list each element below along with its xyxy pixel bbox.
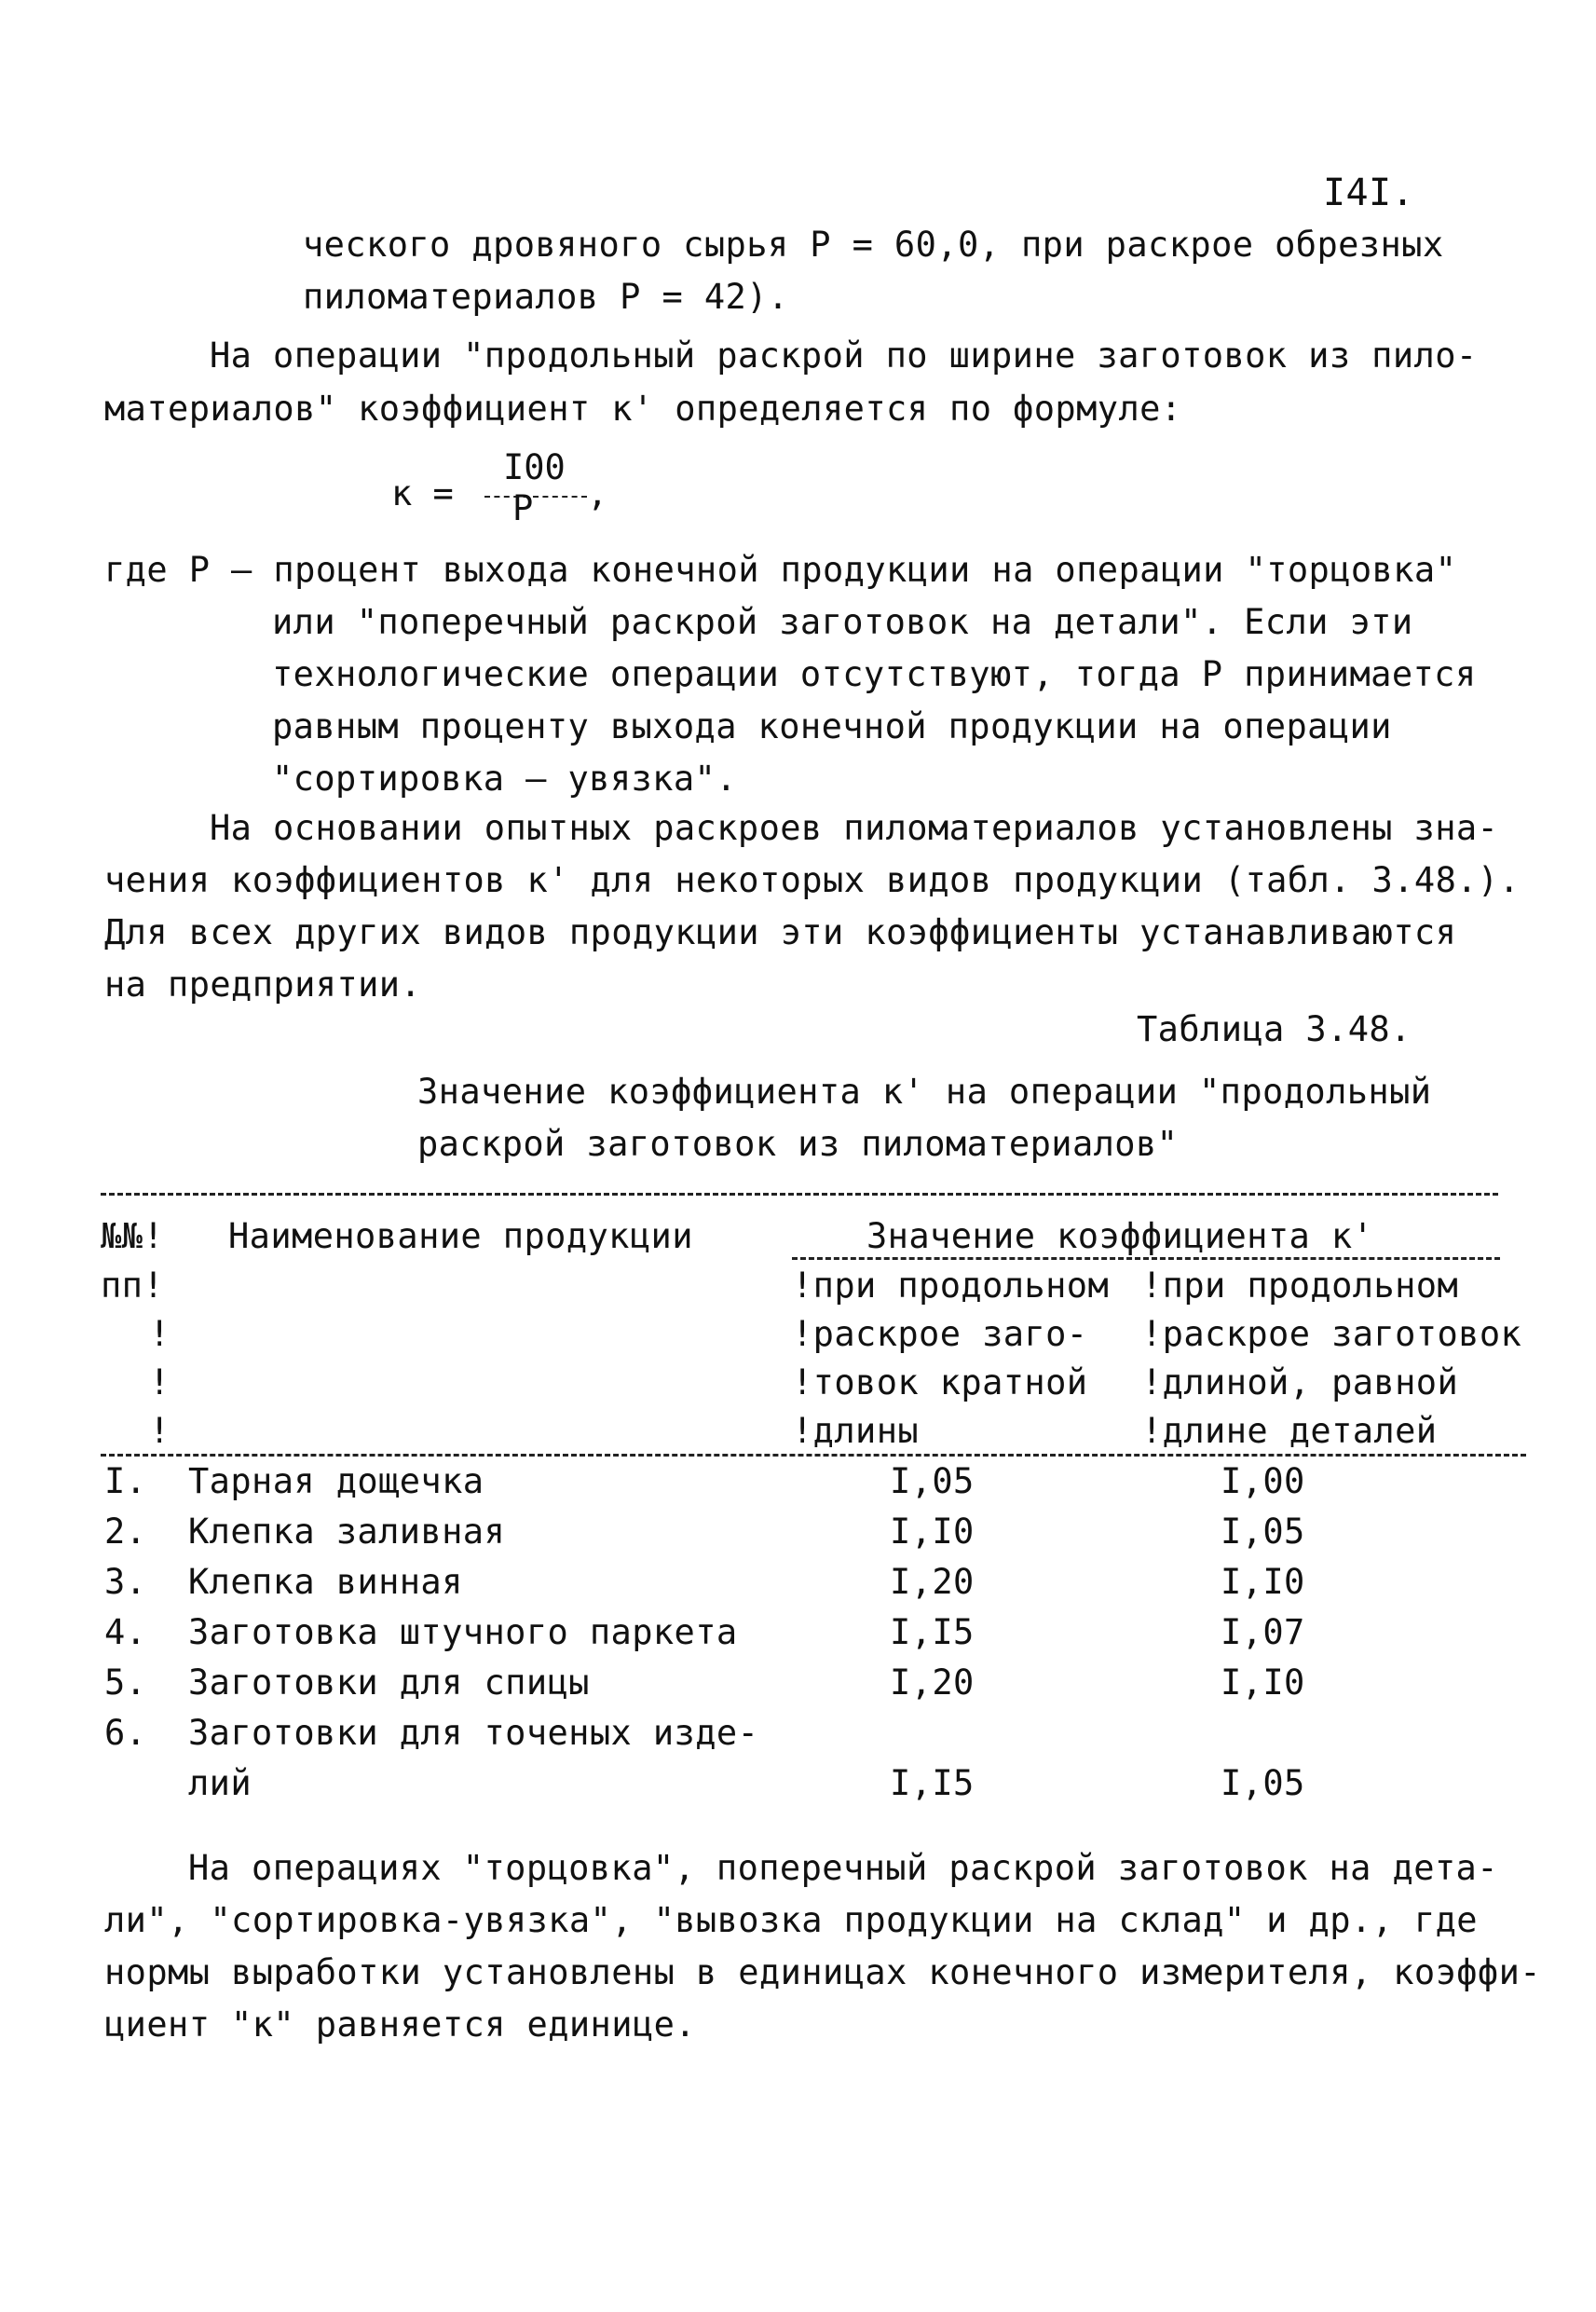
formula <box>391 447 634 528</box>
row-number: 6. <box>104 1713 147 1753</box>
page-number: I4I. <box>1323 171 1414 214</box>
header-col-a-2: !раскрое заго- <box>792 1314 1088 1354</box>
row-number: I. <box>104 1461 147 1501</box>
where-line-2: или "поперечный раскрой заготовок на детали". Если эти <box>272 602 1413 642</box>
header-num-4: ! <box>149 1362 171 1402</box>
para3-line-1: На операциях "торцовка", поперечный раскрой заготовок на дета- <box>188 1848 1498 1888</box>
header-col-a-3: !товок кратной <box>792 1362 1088 1402</box>
row-value-b: I,05 <box>1221 1512 1305 1552</box>
table-label: Таблица 3.48. <box>1137 1009 1412 1049</box>
row-number: 3. <box>104 1562 147 1602</box>
table-title-line-1: Значение коэффициента к' на операции "продольный <box>417 1072 1432 1112</box>
header-col-a-4: !длины <box>792 1411 920 1451</box>
row-value-a: I,20 <box>890 1562 975 1602</box>
row-value-a: I,I5 <box>890 1612 975 1652</box>
row-value-b: I,05 <box>1221 1763 1305 1803</box>
header-name: Наименование продукции <box>228 1216 693 1256</box>
formula-fraction-bar <box>484 496 587 498</box>
row-value-a: I,I5 <box>890 1763 975 1803</box>
row-name: Клепка заливная <box>188 1512 506 1552</box>
where-line-3: технологические операции отсутствуют, тогда Р принимается <box>272 654 1477 694</box>
row-value-a: I,05 <box>890 1461 975 1501</box>
para3-line-3: нормы выработки установлены в единицах конечного измерителя, коэффи- <box>104 1952 1541 1992</box>
row-number: 5. <box>104 1662 147 1703</box>
row-name-continued: лий <box>188 1763 252 1803</box>
para1-line-1: На операции "продольный раскрой по ширине заготовок из пило- <box>210 335 1478 376</box>
where-line-5: "сортировка – увязка". <box>272 759 737 799</box>
row-value-a: I,20 <box>890 1662 975 1703</box>
row-name: Заготовка штучного паркета <box>188 1612 738 1652</box>
where-line-4: равным проценту выхода конечной продукции на операции <box>272 706 1392 746</box>
header-num-5: ! <box>149 1411 171 1451</box>
row-number: 2. <box>104 1512 147 1552</box>
intro-line-1: ческого дровяного сырья Р = 60,0, при раскрое обрезных <box>303 225 1444 265</box>
formula-lhs: к = <box>391 473 454 513</box>
row-value-b: I,I0 <box>1221 1662 1305 1703</box>
header-col-b-2: !раскрое заготовок <box>1141 1314 1522 1354</box>
row-name: Заготовки для спицы <box>188 1662 590 1703</box>
formula-denominator: Р <box>512 488 534 528</box>
para2-line-3: Для всех других видов продукции эти коэффициенты устанавливаются <box>104 912 1457 952</box>
formula-numerator: I00 <box>503 447 566 487</box>
para2-line-1: На основании опытных раскроев пиломатериалов установлены зна- <box>210 808 1499 848</box>
para3-line-4: циент "к" равняется единице. <box>104 2004 696 2045</box>
header-group-rule <box>792 1257 1500 1260</box>
table-top-rule <box>101 1193 1498 1196</box>
table-title-line-2: раскрой заготовок из пиломатериалов" <box>417 1124 1179 1164</box>
where-line-1: где Р – процент выхода конечной продукции на операции "торцовка" <box>104 550 1457 590</box>
row-name: Клепка винная <box>188 1562 463 1602</box>
para2-line-4: на предприятии. <box>104 964 422 1005</box>
row-name: Заготовки для точеных изде- <box>188 1713 759 1753</box>
header-col-b-3: !длиной, равной <box>1141 1362 1459 1402</box>
formula-tail: , <box>587 473 608 513</box>
row-value-b: I,I0 <box>1221 1562 1305 1602</box>
para1-line-2: материалов" коэффициент к' определяется по формуле: <box>104 389 1182 429</box>
row-value-b: I,07 <box>1221 1612 1305 1652</box>
header-col-a-1: !при продольном <box>792 1265 1110 1306</box>
row-number: 4. <box>104 1612 147 1652</box>
header-num-3: ! <box>149 1314 171 1354</box>
header-num-1: №№! <box>101 1216 165 1256</box>
para3-line-2: ли", "сортировка-увязка", "вывозка продукции на склад" и др., где <box>104 1900 1478 1940</box>
header-col-b-1: !при продольном <box>1141 1265 1459 1306</box>
para2-line-2: чения коэффициентов к' для некоторых видов продукции (табл. 3.48.). <box>104 860 1521 900</box>
row-name: Тарная дощечка <box>188 1461 484 1501</box>
header-value-group: Значение коэффициента к' <box>866 1216 1374 1256</box>
row-value-a: I,I0 <box>890 1512 975 1552</box>
intro-line-2: пиломатериалов Р = 42). <box>303 277 789 317</box>
row-value-b: I,00 <box>1221 1461 1305 1501</box>
header-num-2: пп! <box>101 1265 165 1306</box>
header-col-b-4: !длине деталей <box>1141 1411 1438 1451</box>
